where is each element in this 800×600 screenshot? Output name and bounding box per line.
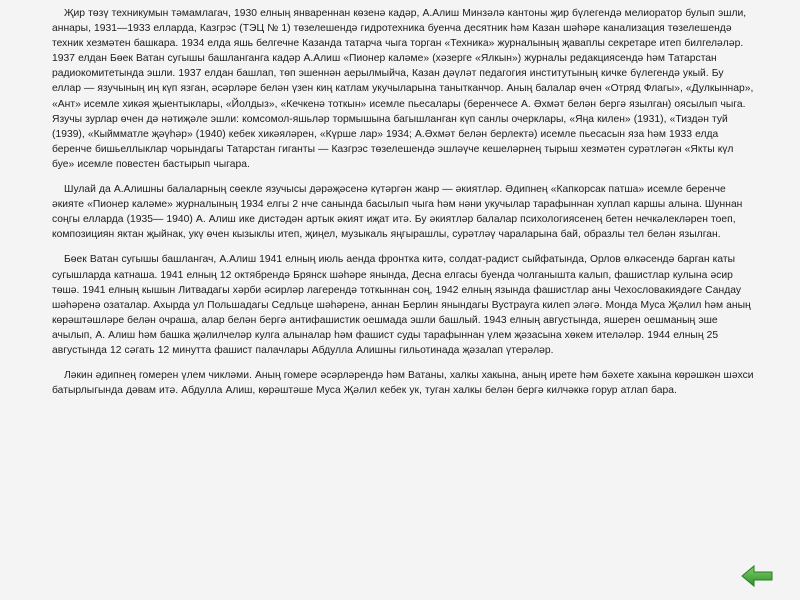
paragraph-1: Җир төзү техникумын тәмамлагач, 1930 елның январеннан көзенә кадәр, А.Алиш Минзәлә кантоны җир бүлегендә мелиоратор булып эшли, аннары, 1931—1933 елларда, Казгрэс (ТЭЦ № 1) төзелешендә гидротехника буенча десятник һәм Казан шәһәре канализация төзелешендә техник хезмәтен башкара. 1934 елда яшь белгечне Казанда татарча чыга торган «Техника» журналының җаваплы секретаре итеп билгеләләр. 1937 елдан Бөек Ватан сугышы башланганга кадәр А.Алиш «Пионер каләме» (хәзерге «Ялкын») журналы редакциясендә һәм Татарстан радиокомитетында эшли. 1937 елдан башлап, төп эшеннән аерылмыйча, Казан дәүләт педагогия институтының кичке бүлегендә укый. Бу еллар — язучының иң күп язган, әсәрләре белән үзен киң катлам укучыларына танытканчор. Аның балалар өчен «Отряд Флагы», «Дулкыннар», «Ант» исемле хикәя җыентыклары, «Йолдыз», «Кечкенә тоткын» исемле пьесалары (беренчесе А. Әхмәт белән бергә язылган) оясылып чыга. Язучы зурлар өчен дә нәтиҗәле эшли: комсомол-яшьләр тормышына багышланган күп санлы очерклары, «Яңа килен» (1931), «Тиздән туй (1939), «Кыймматле җәүһәр» (1940) кебек хикәяләрен, «Күрше лар» 1934; А.Әхмәт белән берлектә) исемле пьесасын яза һәм 1933 елда беренче бишьеллыклар чорындагы Татарстан гиганты — Казгрэс төзелешендә эшләүче кешеләрнең тырыш хезмәтен сурәтләгән «Якты күл буе» исемле повестен бастырып чыгара. (52, 8, 754, 170)
paragraph-3: Бөек Ватан сугышы башлангач, А.Алиш 1941 елның июль аенда фронтка китә, солдат-радист сыйфатында, Орлов өлкәсендә барган каты сугышларда катнаша. 1941 елның 12 октябрендә Брянск шәһәре янында, Десна елгасы буенда чолганышта калып, фашистлар кулына әсир төшә. 1941 елның кышын Литвадагы хәрби әсирләр лагерендә тоткыннан соң, 1942 елның язында фашистлар аны Чехословакиядәге Сандау шәһәренә озаталар. Ахырда ул Польшадагы Седльце шәһәренә, аннан Берлин янындагы Вустрауга килеп эләгә. Монда Муса Җәлил һәм аның көрәштәшләре белән очраша, алар белән бергә антифашистик оешмада эшли башлый. 1943 елның августында, яшерен оешманың эше ачылып, А. Алиш һәм башка җәлилчеләр кулга алыналар һәм фашист суды тарафыннан үлем җәзасына хөкем ителәләр. 1944 елның 25 августында 12 сәгать 12 минутта фашист палачлары Абдулла Алишны гильотинада җәзалап үтерәләр. (52, 254, 751, 356)
paragraph-2: Шулай да А.Алишны балаларның сөекле язучысы дәрәҗәсенә күтәргән жанр — әкиятләр. Әдипнең «Капкорсак патша» исемле беренче әкияте «Пионер каләме» журналының 1934 елгы 2 нче санында басылып чыга һәм нәни укучылар тарафыннан хуплап каршы алына. Шуннан соңгы елларда (1935— 1940) А. Алиш ике дистәдән артык әкият иҗат итә. Бу әкиятләр балалар психологиясенең бетен нечкәлекләрен тоеп, композициян яктан җыйнак, укү өчен кызыклы итеп, җиңел, музыкаль яңгырашлы, сурәтләү чараларына бай, образлы тел белән язылган. (52, 184, 743, 241)
back-button[interactable] (740, 564, 774, 588)
paragraph-4: Ләкин әдипнең гомерен үлем чикләми. Аның гомере әсәрләрендә һәм Ватаны, халкы хакына, аның ирете һәм бәхете хакына көрәшкән шәхси батырлыгында дәвам итә. Абдулла Алиш, көрәштәше Муса Җәлил кебек ук, туган халкы белән бергә килчәккә горур атлап бара. (52, 370, 754, 397)
arrow-left-icon (740, 564, 774, 588)
